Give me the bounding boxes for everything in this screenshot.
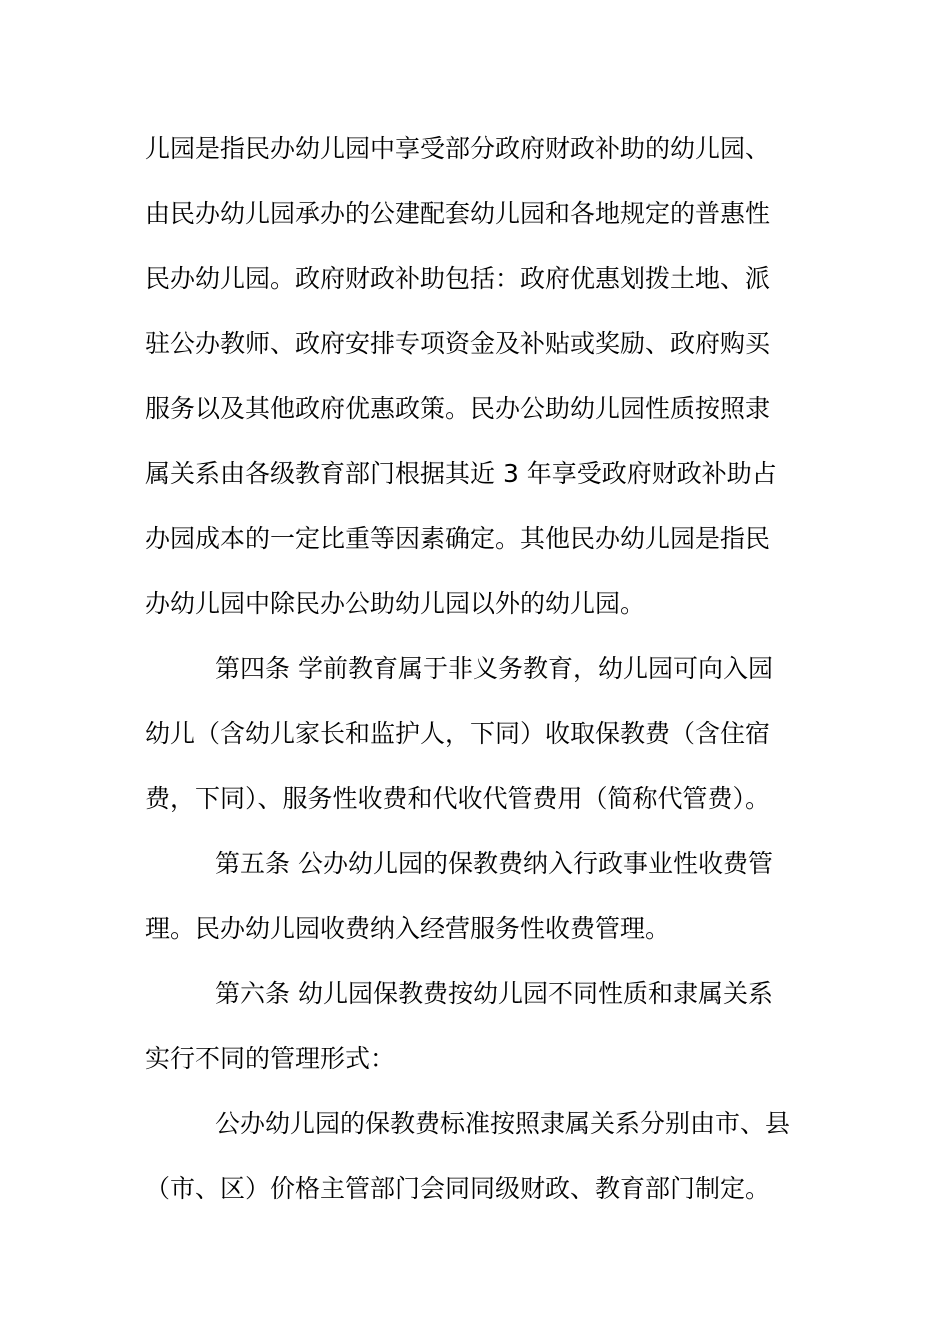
paragraph-line: 民办幼儿园。政府财政补助包括：政府优惠划拨土地、派 <box>145 264 771 293</box>
paragraph-line: 驻公办教师、政府安排专项资金及补贴或奖励、政府购买 <box>145 329 771 358</box>
article-6-start: 第六条 幼儿园保教费按幼儿园不同性质和隶属关系 <box>215 979 773 1008</box>
paragraph-line: 实行不同的管理形式： <box>145 1044 396 1073</box>
paragraph-line: 理。民办幼儿园收费纳入经营服务性收费管理。 <box>145 914 671 943</box>
paragraph-line: 服务以及其他政府优惠政策。民办公助幼儿园性质按照隶 <box>145 394 771 423</box>
paragraph-line: 属关系由各级教育部门根据其近 3 年享受政府财政补助占 <box>145 459 777 488</box>
document-body <box>145 116 810 1221</box>
article-4-start: 第四条 学前教育属于非义务教育，幼儿园可向入园 <box>215 654 773 683</box>
paragraph-line: （市、区）价格主管部门会同同级财政、教育部门制定。 <box>145 1174 771 1203</box>
paragraph-line: 幼儿（含幼儿家长和监护人，下同）收取保教费（含住宿 <box>145 719 771 748</box>
paragraph-start: 公办幼儿园的保教费标准按照隶属关系分别由市、县 <box>215 1109 791 1138</box>
paragraph-line: 办园成本的一定比重等因素确定。其他民办幼儿园是指民 <box>145 524 771 553</box>
paragraph-line: 由民办幼儿园承办的公建配套幼儿园和各地规定的普惠性 <box>145 199 771 228</box>
paragraph-line: 费，下同）、服务性收费和代收代管费用（简称代管费）。 <box>145 784 771 813</box>
paragraph-line: 办幼儿园中除民办公助幼儿园以外的幼儿园。 <box>145 589 646 618</box>
paragraph-line: 儿园是指民办幼儿园中享受部分政府财政补助的幼儿园、 <box>145 134 771 163</box>
article-5-start: 第五条 公办幼儿园的保教费纳入行政事业性收费管 <box>215 849 773 878</box>
